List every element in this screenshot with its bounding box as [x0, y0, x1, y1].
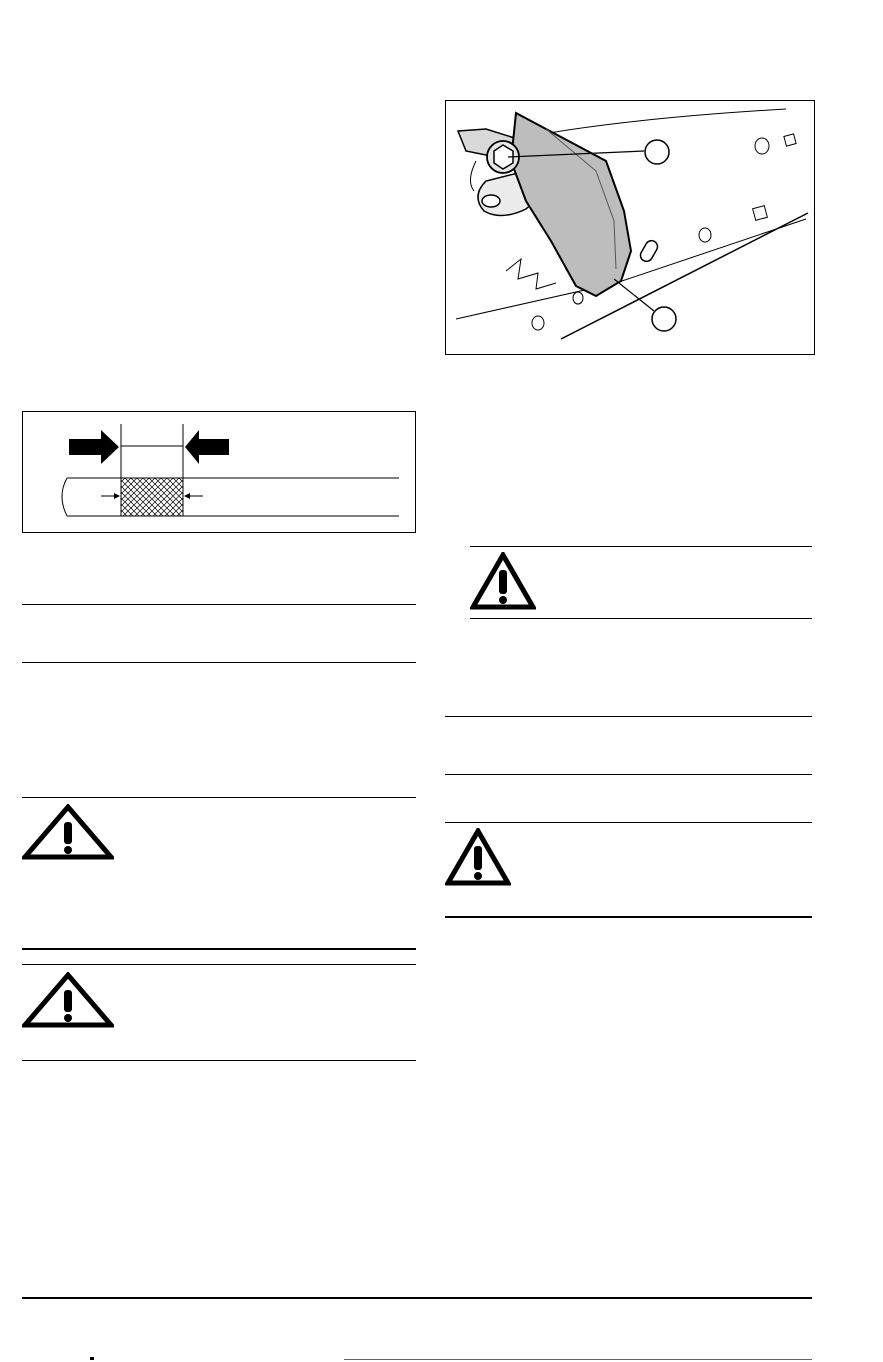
warning-bottom-rule: [470, 618, 812, 619]
warning-triangle-icon: [470, 552, 536, 610]
warning-top-rule: [445, 822, 812, 823]
arrow-left-icon: [185, 430, 229, 464]
chain-measure-figure: [22, 411, 416, 533]
arrow-right-icon: [69, 430, 119, 464]
warning-bottom-rule: [445, 916, 812, 918]
section-divider: [445, 716, 812, 717]
callout-1: [645, 140, 669, 164]
warning-triangle-icon: [445, 828, 511, 886]
clamp-drawing: [446, 101, 813, 353]
callout-2: [652, 307, 676, 331]
warning-top-rule: [22, 797, 416, 798]
footer-fragment: [344, 1359, 812, 1360]
warning-top-rule: [22, 964, 416, 965]
chain-measure-drawing: [23, 412, 414, 531]
warning-triangle-icon: [22, 972, 114, 1028]
clamp-illustration: [445, 100, 815, 355]
footer-mark: [90, 1357, 94, 1360]
warning-bottom-rule: [22, 948, 416, 950]
warning-top-rule: [470, 546, 812, 547]
warning-bottom-rule: [22, 1060, 416, 1061]
footer-rule: [22, 1297, 812, 1299]
section-divider: [22, 604, 416, 605]
section-divider: [22, 662, 416, 663]
warning-triangle-icon: [22, 804, 114, 860]
section-divider: [445, 774, 812, 775]
